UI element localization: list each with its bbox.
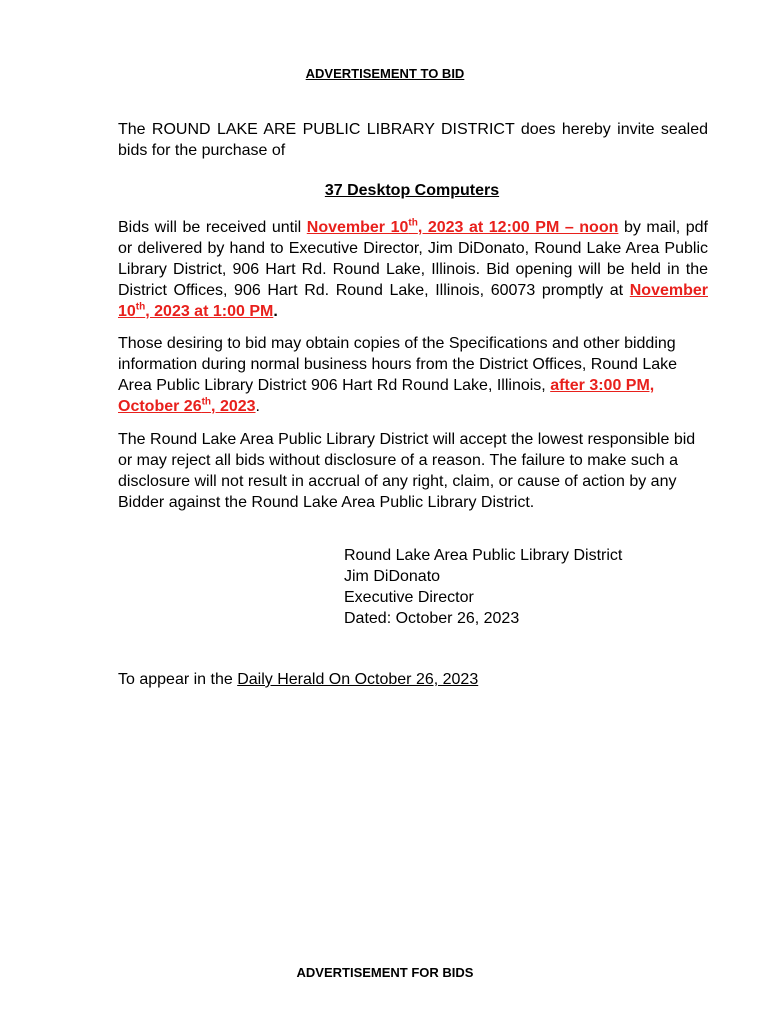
- footer-title: ADVERTISEMENT FOR BIDS: [296, 965, 474, 980]
- specs-body: Those desiring to bid may obtain copies of the Specifications and other bidding information during normal business hours from the District Offices, Round Lake Area Public Library District 906 Hart Rd Round Lake, Illinois,: [118, 335, 678, 394]
- bid-deadline: November 10th, 2023 at 12:00 PM – noon: [306, 217, 619, 236]
- bids-lead: Bids will be received until: [118, 219, 302, 236]
- publication-line: [118, 671, 478, 689]
- specs-end: .: [255, 398, 260, 415]
- bids-body: by mail, pdf or delivered by hand to Executive Director, Jim DiDonato, Round Lake Area Public Library District, 906 Hart Rd. Round Lake, Illinois. Bid opening will be held in the District Offices, 906 Hart Rd. Round Lake, Illinois, 60073 promptly at: [118, 219, 708, 299]
- signature-block: [344, 545, 622, 629]
- signature-date: Dated: October 26, 2023: [344, 610, 520, 627]
- bids-paragraph: [118, 217, 708, 322]
- specs-available-date: after 3:00 PM, October 26th, 2023: [118, 377, 655, 415]
- signature-title: Executive Director: [344, 589, 474, 606]
- intro-paragraph: The ROUND LAKE ARE PUBLIC LIBRARY DISTRICT does hereby invite sealed bids for the purchase of: [118, 121, 708, 159]
- terms-paragraph: The Round Lake Area Public Library District will accept the lowest responsible bid or may reject all bids without disclosure of a reason. The failure to make such a disclosure will not result in accrual of any right, claim, or cause of action by any Bidder against the Round Lake Area Public Library District.: [118, 431, 696, 511]
- bid-opening-time: November 10th, 2023 at 1:00 PM: [118, 282, 708, 320]
- specs-paragraph: [118, 333, 708, 417]
- bids-end: .: [273, 303, 278, 320]
- publication-name: Daily Herald On October 26, 2023: [237, 671, 479, 688]
- signature-name: Jim DiDonato: [344, 568, 441, 585]
- bid-subject: 37 Desktop Computers: [324, 182, 500, 199]
- publication-lead: To appear in the: [118, 671, 238, 688]
- signature-org: Round Lake Area Public Library District: [344, 547, 623, 564]
- header-title: ADVERTISEMENT TO BID: [305, 66, 465, 81]
